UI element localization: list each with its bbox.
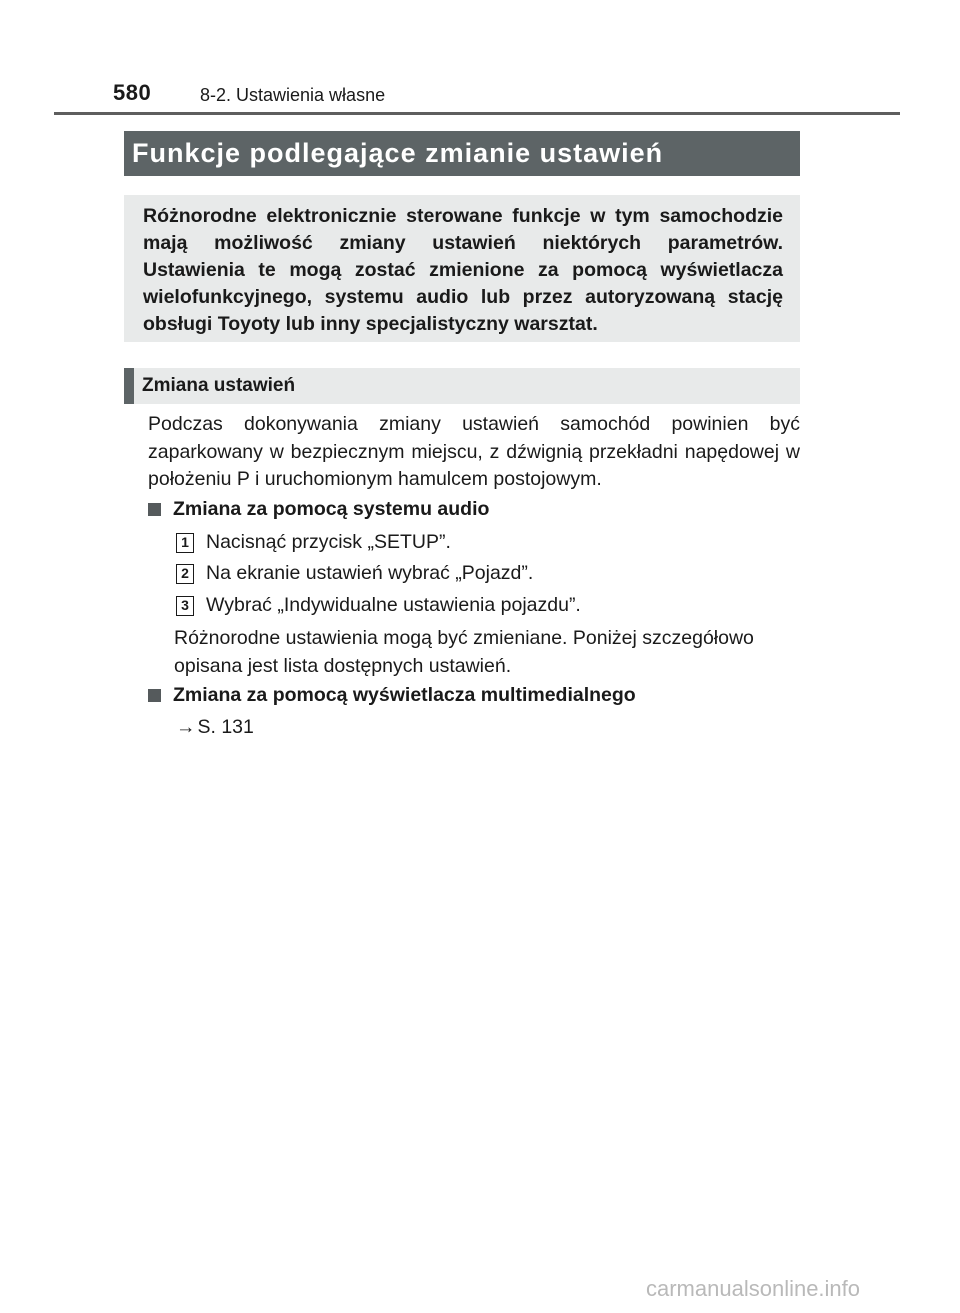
page-reference-text: S. 131 bbox=[197, 716, 254, 738]
intro-box bbox=[124, 195, 800, 342]
multimedia-heading bbox=[148, 684, 636, 707]
page-number: 580 bbox=[113, 80, 152, 105]
audio-heading-text: Zmiana za pomocą systemu audio bbox=[173, 498, 490, 520]
audio-step-2 bbox=[176, 562, 533, 585]
step-number-badge: 1 bbox=[176, 533, 194, 553]
subsection-title: Zmiana ustawień bbox=[142, 375, 296, 396]
page-title: Funkcje podlegające zmianie ustawień bbox=[132, 138, 664, 168]
multimedia-heading-text: Zmiana za pomocą wyświetlacza multimedialnego bbox=[173, 684, 636, 706]
audio-note: Różnorodne ustawienia mogą być zmieniane. Poniżej szczegółowo opisana jest lista dostępnych ustawień. bbox=[174, 627, 754, 677]
square-bullet-icon bbox=[148, 503, 161, 516]
watermark: carmanualsonline.info bbox=[646, 1276, 861, 1301]
header-rule bbox=[54, 112, 900, 115]
audio-step-3 bbox=[176, 594, 581, 617]
arrow-right-icon: → bbox=[176, 716, 196, 738]
step-text: Nacisnąć przycisk „SETUP”. bbox=[206, 531, 451, 553]
page-title-bar bbox=[124, 131, 800, 176]
audio-step-1 bbox=[176, 531, 451, 554]
subsection-header bbox=[124, 368, 800, 404]
step-text: Wybrać „Indywidualne ustawienia pojazdu”. bbox=[206, 594, 581, 616]
step-text: Na ekranie ustawień wybrać „Pojazd”. bbox=[206, 562, 534, 584]
page-reference[interactable] bbox=[176, 716, 254, 739]
step-number-badge: 2 bbox=[176, 564, 194, 584]
intro-text: Różnorodne elektronicznie sterowane funkcje w tym samochodzie mają możliwość zmiany ustawień niektórych parametrów. Ustawienia te mogą zostać zmienione za pomocą wyświetlacza wielofunkcyjnego, systemu audio lub przez autoryzowaną stację obsługi Toyoty lub inny specjalistyczny warsztat. bbox=[143, 205, 783, 335]
section-label: 8-2. Ustawienia własne bbox=[200, 85, 386, 105]
step-number-badge: 3 bbox=[176, 596, 194, 616]
square-bullet-icon bbox=[148, 689, 161, 702]
subsection-paragraph: Podczas dokonywania zmiany ustawień samochód powinien być zaparkowany w bezpiecznym miejscu, z dźwignią przekładni napędowej w położeniu P i uruchomionym hamulcem postojowym. bbox=[148, 413, 800, 490]
audio-heading bbox=[148, 498, 489, 521]
